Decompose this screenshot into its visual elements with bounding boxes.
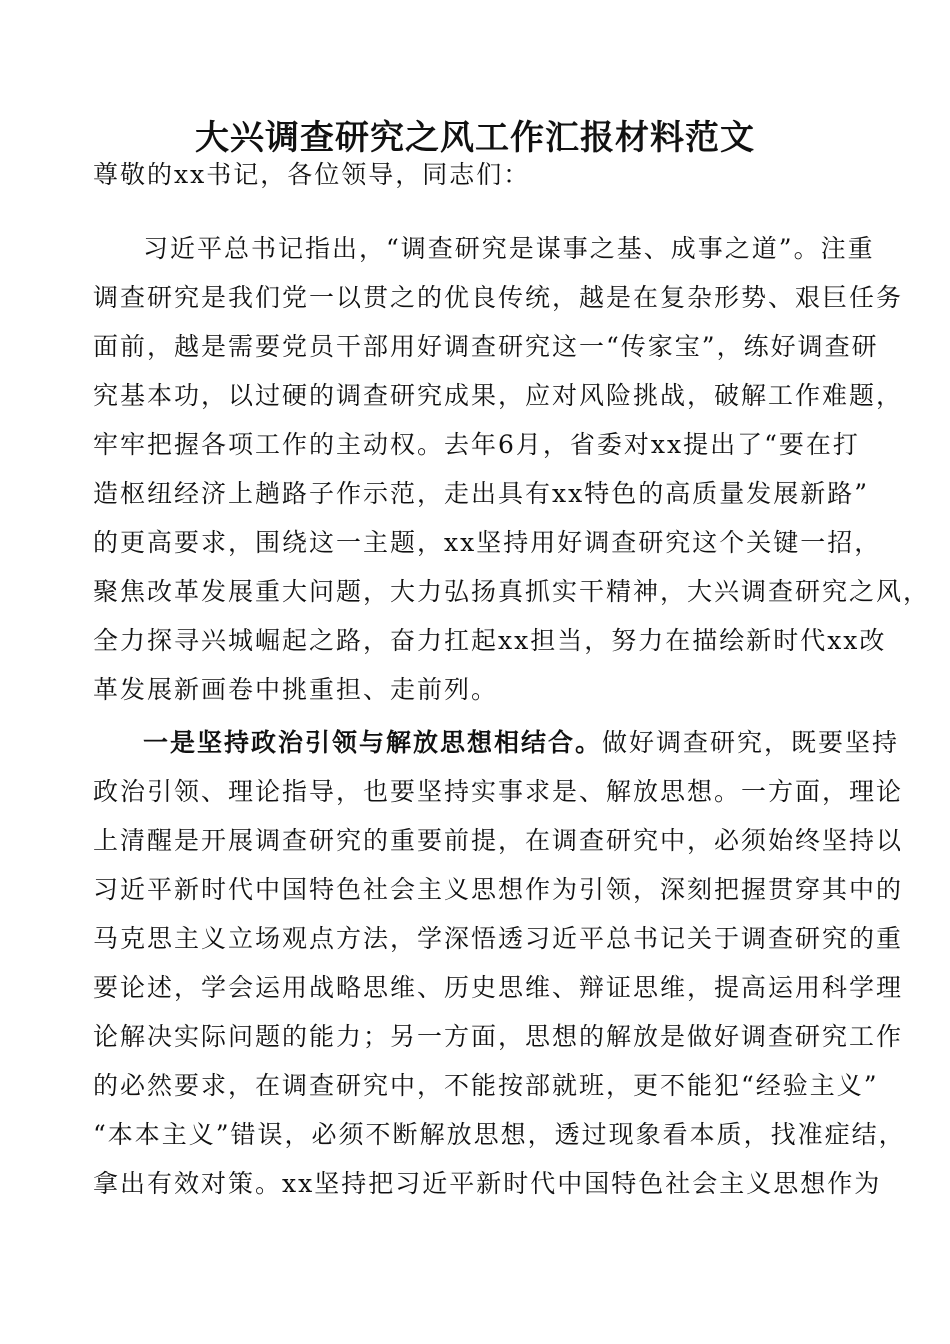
paragraph-line: 拿出有效对策。xx坚持把习近平新时代中国特色社会主义思想作为 bbox=[93, 1169, 882, 1198]
section-text: 做好调查研究，既要坚持 bbox=[602, 728, 900, 757]
paragraph-first-line bbox=[143, 726, 899, 760]
paragraph-line: 上清醒是开展调查研究的重要前提，在调查研究中，必须始终坚持以 bbox=[93, 826, 904, 855]
paragraph-line: 习近平总书记指出，“调查研究是谋事之基、成事之道”。注重 bbox=[143, 234, 875, 263]
salutation: 尊敬的xx书记，各位领导，同志们： bbox=[93, 160, 531, 189]
paragraph-line: 习近平新时代中国特色社会主义思想作为引领，深刻把握贯穿其中的 bbox=[93, 875, 904, 904]
paragraph-line: 论解决实际问题的能力；另一方面，思想的解放是做好调查研究工作 bbox=[93, 1022, 904, 1051]
paragraph-line: 牢牢把握各项工作的主动权。去年6月，省委对xx提出了“要在打 bbox=[93, 430, 860, 459]
paragraph-line: 政治引领、理论指导，也要坚持实事求是、解放思想。一方面，理论 bbox=[93, 777, 904, 806]
paragraph-line: “本本主义”错误，必须不断解放思想，透过现象看本质，找准症结， bbox=[93, 1120, 906, 1149]
paragraph-line: 的更高要求，围绕这一主题，xx坚持用好调查研究这个关键一招， bbox=[93, 528, 882, 557]
paragraph-line: 调查研究是我们党一以贯之的优良传统，越是在复杂形势、艰巨任务 bbox=[93, 283, 904, 312]
paragraph-line: 的必然要求，在调查研究中，不能按部就班，更不能犯“经验主义” bbox=[93, 1071, 879, 1100]
paragraph-line: 要论述，学会运用战略思维、历史思维、辩证思维，提高运用科学理 bbox=[93, 973, 904, 1002]
paragraph-line: 聚焦改革发展重大问题，大力弘扬真抓实干精神，大兴调查研究之风， bbox=[93, 577, 931, 606]
section-heading: 一是坚持政治引领与解放思想相结合。 bbox=[143, 728, 603, 757]
paragraph-line: 马克思主义立场观点方法，学深悟透习近平总书记关于调查研究的重 bbox=[93, 924, 904, 953]
paragraph-line: 造枢纽经济上趟路子作示范，走出具有xx特色的高质量发展新路” bbox=[93, 479, 869, 508]
paragraph-line: 面前，越是需要党员干部用好调查研究这一“传家宝”，练好调查研 bbox=[93, 332, 879, 361]
paragraph-line: 全力探寻兴城崛起之路，奋力扛起xx担当，努力在描绘新时代xx改 bbox=[93, 626, 887, 655]
paragraph-line: 革发展新画卷中挑重担、走前列。 bbox=[93, 675, 499, 704]
paragraph-line: 究基本功，以过硬的调查研究成果，应对风险挑战，破解工作难题， bbox=[93, 381, 904, 410]
document-title: 大兴调查研究之风工作汇报材料范文 bbox=[195, 118, 755, 158]
